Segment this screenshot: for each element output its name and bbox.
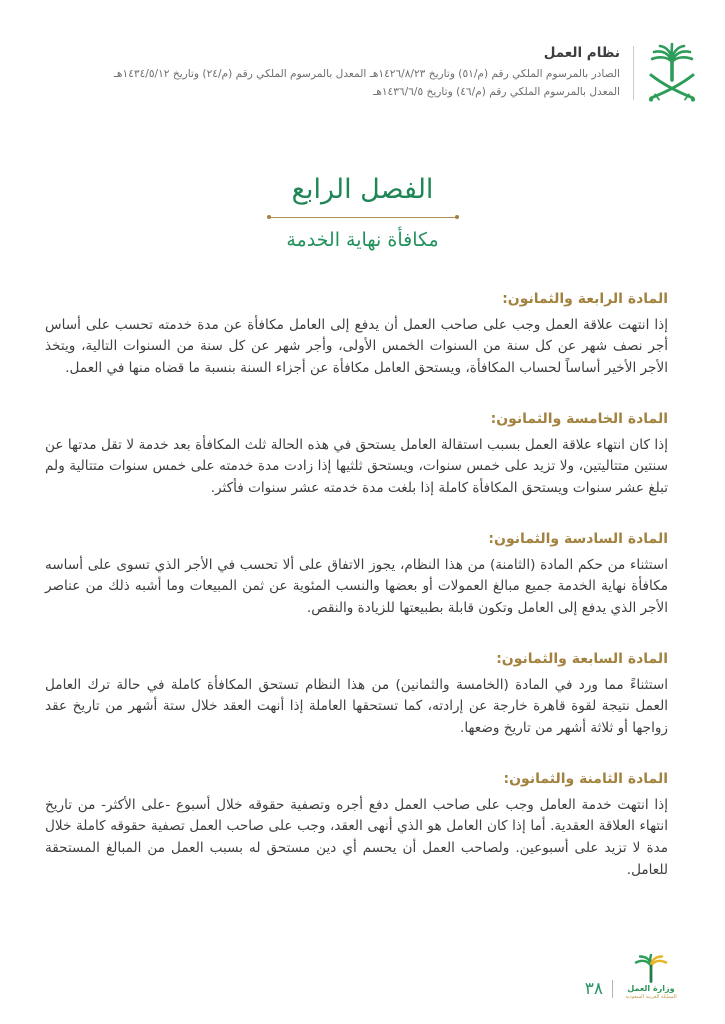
ornament-dot-right — [455, 215, 459, 219]
article-85 — [45, 410, 668, 500]
article-88-title: المادة الثامنة والثمانون: — [503, 771, 668, 788]
footer-vertical-divider — [612, 980, 613, 998]
ministry-of-labor-palm-logo-icon — [633, 954, 669, 983]
ministry-name: وزارة العمل — [627, 984, 675, 993]
chapter-subtitle: مكافأة نهاية الخدمة — [286, 229, 439, 252]
article-85-body: إذا كان انتهاء علاقة العمل بسبب استقالة العامل يستحق في هذه الحالة ثلث المكافأة بعد خدمة لا تقل مدتها عن سنتين متتاليتين، ولا تزيد على خمس سنوات، ويستحق ثلثيها إذا زادت مدة خدمته على خمس سنوات متتالية ولم تبلغ عشر سنوات ويستحق المكافأة كاملة إذا بلغت مدة خدمته عشر سنوات فأكثر. — [45, 436, 668, 497]
page-header — [0, 0, 725, 104]
chapter-heading — [0, 174, 725, 253]
header-vertical-divider — [633, 46, 634, 100]
decree-line-2: المعدل بالمرسوم الملكي رقم (م/٤٦) وتاريخ ١٤٣٦/٦/٥هـ — [373, 86, 620, 98]
article-84-body: إذا انتهت علاقة العمل وجب على صاحب العمل أن يدفع إلى العامل مكافأة عن مدة خدمته تحسب على أساس أجر نصف شهر عن كل سنة من السنوات الخمس الأولى، وأجر شهر عن كل سنة من السنوات التالية، ويتخذ الأجر الأخير أساساً لحساب المكافأة، ويستحق العامل مكافأة عن أجزاء السنة بنسبة ما قضاه منها في العمل. — [45, 316, 668, 377]
chapter-ornament-divider — [267, 215, 459, 219]
law-title: نظام العمل — [543, 45, 620, 61]
ministry-subtitle: المملكة العربية السعودية — [625, 994, 677, 1000]
decree-line-1: الصادر بالمرسوم الملكي رقم (م/٥١) وتاريخ ١٤٢٦/٨/٢٣هـ المعدل بالمرسوم الملكي رقم (م/٢٤) وتاريخ ١٤٣٤/٥/١٢هـ — [113, 68, 620, 80]
article-88 — [45, 770, 668, 882]
ornament-line — [271, 217, 455, 218]
article-84-title: المادة الرابعة والثمانون: — [502, 291, 668, 308]
ornament-dot-left — [267, 215, 271, 219]
articles-section — [0, 253, 725, 882]
article-86-title: المادة السادسة والثمانون: — [488, 531, 668, 548]
chapter-title: الفصل الرابع — [291, 174, 434, 205]
article-87-title: المادة السابعة والثمانون: — [496, 651, 668, 668]
article-88-body: إذا انتهت خدمة العامل وجب على صاحب العمل دفع أجره وتصفية حقوقه خلال أسبوع -على الأكثر- من تاريخ انتهاء العلاقة العقدية. أما إذا كان العامل هو الذي أنهى العقد، وجب على صاحب العمل تصفية حقوقه كاملة خلال مدة لا تزيد على أسبوعين. ولصاحب العمل أن يحسم أي دين مستحق له بسبب العمل من المبالغ المستحقة للعامل. — [45, 796, 668, 878]
article-84 — [45, 290, 668, 380]
ministry-logo-block — [622, 954, 680, 1000]
saudi-emblem-palm-crossed-swords-icon — [647, 42, 697, 104]
article-85-title: المادة الخامسة والثمانون: — [490, 411, 668, 428]
article-87 — [45, 650, 668, 740]
page-footer — [585, 954, 680, 1000]
article-86 — [45, 530, 668, 620]
article-86-body: استثناء من حكم المادة (الثامنة) من هذا النظام، يجوز الاتفاق على ألا تحسب في الأجر الذي تسوى على أساسه مكافأة نهاية الخدمة جميع مبالغ العمولات أو بعضها والنسب المئوية عن ثمن المبيعات وما أشبه ذلك من عناصر الأجر الذي يدفع إلى العامل وتكون قابلة بطبيعتها للزيادة والنقص. — [45, 556, 668, 617]
page-number: ٣٨ — [584, 979, 603, 999]
article-87-body: استثناءً مما ورد في المادة (الخامسة والثمانين) من هذا النظام تستحق المكافأة كاملة في حالة ترك العامل العمل نتيجة لقوة قاهرة خارجة عن إرادته، كما تستحقها العاملة إذا أنهت العقد خلال ستة أشهر من تاريخ عقد زواجها أو ثلاثة أشهر من تاريخ وضعها. — [45, 676, 668, 737]
header-decree-text — [114, 45, 620, 101]
